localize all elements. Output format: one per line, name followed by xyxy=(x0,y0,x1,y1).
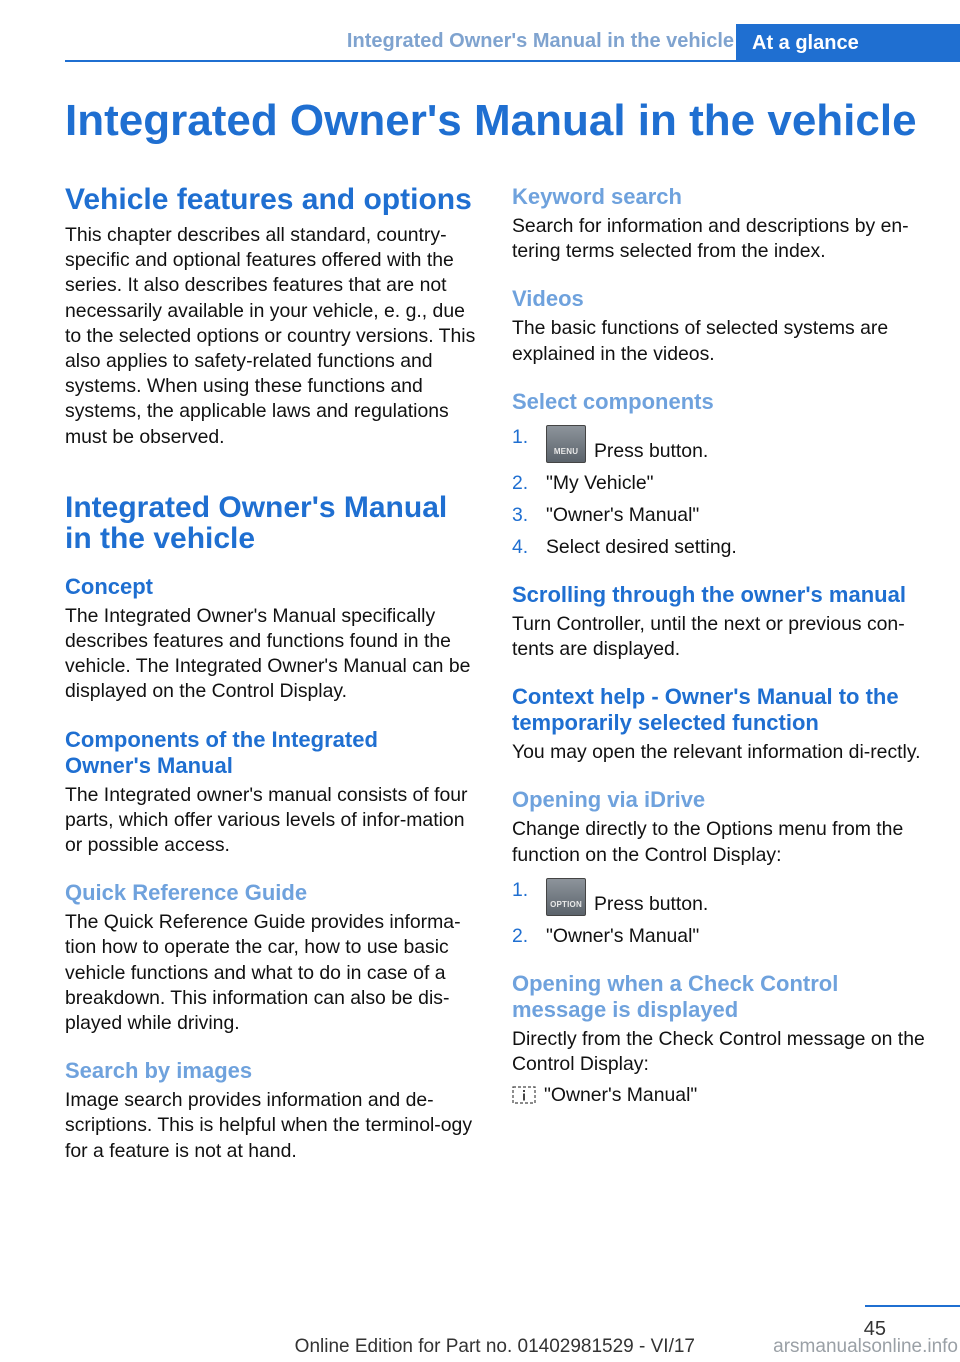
context-heading: Context help - Owner's Manual to the temporarily selected function xyxy=(512,684,899,736)
menu-button-icon: MENU xyxy=(546,425,586,463)
list-item: 2. "My Vehicle" xyxy=(512,471,654,494)
features-text: This chapter describes all standard, country-specific and optional features offered with the series. It also describes features that are not necessarily available in your vehicle, e. g., due to the selected options or country versions. This also applies to safety-related functions and systems. When using these functions and systems, the applicable laws and regulations must be observed. xyxy=(65,224,476,448)
select-heading: Select components xyxy=(512,388,714,414)
page-number: 45 xyxy=(863,1318,886,1340)
cc-text: Directly from the Check Control message on the Control Display: xyxy=(512,1027,925,1076)
page-title: Integrated Owner's Manual in the vehicle xyxy=(65,96,917,145)
scrolling-heading: Scrolling through the owner's manual xyxy=(512,581,906,607)
components-text: The Integrated owner's manual consists of four parts, which offer various levels of infor-mation or possible access. xyxy=(65,783,468,857)
qrg-heading: Quick Reference Guide xyxy=(65,880,308,906)
keyword-text: Search for information and descriptions by en-tering terms selected from the index. xyxy=(512,215,909,263)
idrive-steps xyxy=(512,878,932,949)
features-heading: Vehicle features and options xyxy=(65,183,472,216)
right-column xyxy=(512,184,932,1108)
list-item: 1. OPTION Press button. xyxy=(512,878,709,915)
scrolling-text: Turn Controller, until the next or previous con-tents are displayed. xyxy=(512,612,905,661)
list-item: 4. Select desired setting. xyxy=(512,535,737,558)
qrg-text: The Quick Reference Guide provides informa-tion how to operate the car, how to use basic vehicle functions and what to do in case of a breakdown. This information can also be dis-played while driving. xyxy=(65,911,461,1035)
cc-heading: Opening when a Check Control message is displayed xyxy=(512,970,839,1022)
concept-heading: Concept xyxy=(65,573,153,599)
select-steps xyxy=(512,425,932,560)
list-item: 3. "Owner's Manual" xyxy=(512,503,700,526)
iom-heading: Integrated Owner's Manual in the vehicle xyxy=(65,490,448,555)
components-heading: Components of the Integrated Owner's Manual xyxy=(65,726,378,778)
images-text: Image search provides information and de-scriptions. This is helpful when the terminol-ogy for a feature is not at hand. xyxy=(65,1089,473,1162)
keyword-heading: Keyword search xyxy=(512,184,682,209)
images-heading: Search by images xyxy=(65,1058,253,1084)
videos-text: The basic functions of selected systems are explained in the videos. xyxy=(512,317,889,365)
idrive-text: Change directly to the Options menu from the function on the Control Display: xyxy=(512,818,904,866)
watermark: arsmanualsonline.info xyxy=(773,1336,958,1357)
footer-rule xyxy=(865,1305,960,1307)
concept-text: The Integrated Owner's Manual specifically describes features and functions found in the vehicle. The Integrated Owner's Manual can be displayed on the Control Display. xyxy=(65,604,471,703)
owners-manual-icon xyxy=(512,1086,536,1104)
list-item: 1. MENU Press button. xyxy=(512,425,709,462)
footer-edition: Online Edition for Part no. 01402981529 - VI/17 xyxy=(294,1336,695,1357)
list-item: 2. "Owner's Manual" xyxy=(512,924,700,947)
idrive-heading: Opening via iDrive xyxy=(512,787,706,813)
videos-heading: Videos xyxy=(512,286,584,312)
header-tab-at-a-glance: At a glance xyxy=(736,24,960,62)
option-button-icon: OPTION xyxy=(546,878,586,916)
left-column xyxy=(65,184,485,1164)
header-section-title: Integrated Owner's Manual in the vehicle xyxy=(346,30,734,52)
cc-item: "Owner's Manual" xyxy=(512,1083,932,1108)
context-text: You may open the relevant information di-rectly. xyxy=(512,741,921,764)
